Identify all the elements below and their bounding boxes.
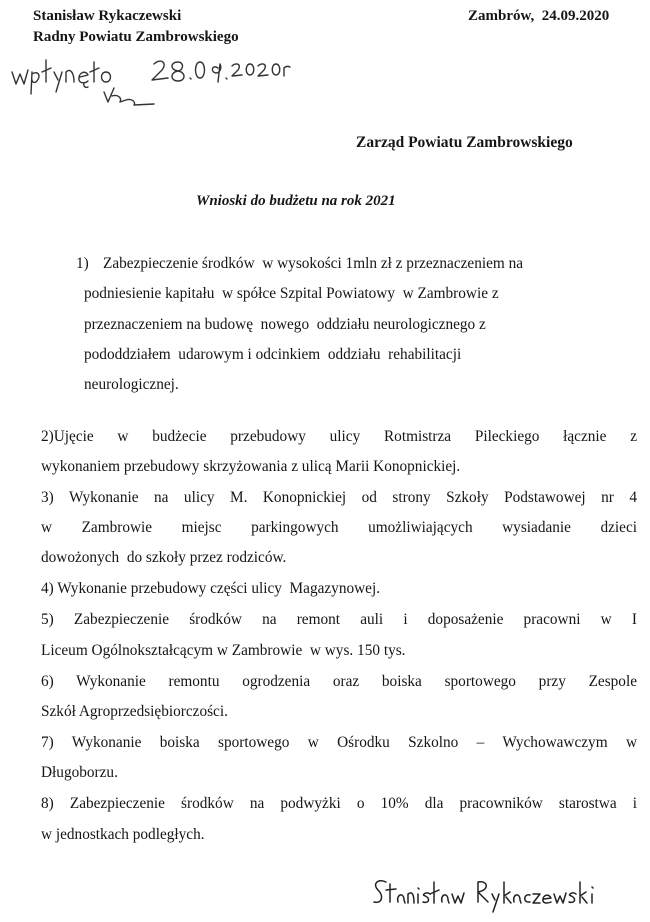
item-8-line-2: w jednostkach podległych. [41,826,205,843]
item-3-line-3: dowożonych do szkoły przez rodziców. [41,549,287,566]
sender-role: Radny Powiatu Zambrowskiego [33,29,239,45]
item-3-line-2: w Zambrowie miejsc parkingowych umożliwiających wysiadanie dzieci [41,519,637,536]
item-8-line-1: 8) Zabezpieczenie środków na podwyżki o 10% dla pracowników starostwa i [41,795,637,812]
item-2-line-1: 2)Ujęcie w budżecie przebudowy ulicy Rotmistrza Pileckiego łącznie z [41,428,637,445]
item-7-line-1: 7) Wykonanie boiska sportowego w Ośrodku Szkolno – Wychowawczym w [41,734,637,751]
sender-name: Stanisław Rykaczewski [33,8,182,24]
item-3-line-1: 3) Wykonanie na ulicy M. Konopnickiej od strony Szkoły Podstawowej nr 4 [41,489,637,506]
item-7-line-2: Długoborzu. [41,764,118,781]
document-title: Wnioski do budżetu na rok 2021 [196,193,396,209]
item-2-line-2: wykonaniem przebudowy skrzyżowania z ulicą Marii Konopnickiej. [41,458,461,475]
item-6-line-1: 6) Wykonanie remontu ogrodzenia oraz boiska sportowego przy Zespole [41,673,637,690]
item-1-line-1: Zabezpieczenie środków w wysokości 1mln zł z przeznaczeniem na [103,255,524,272]
item-1-line-5: neurologicznej. [84,376,179,393]
item-1-line-2: podniesienie kapitału w spółce Szpital Powiatowy w Zambrowie z [84,285,499,302]
item-5-line-2: Liceum Ogólnokształcącym w Zambrowie w wys. 150 tys. [41,642,406,659]
item-1-line-3: przeznaczeniem na budowę nowego oddziału neurologicznego z [84,316,486,333]
received-stamp-handwriting [4,50,294,110]
item-4-line-1: 4) Wykonanie przebudowy części ulicy Magazynowej. [41,580,381,597]
item-6-line-2: Szkół Agroprzedsiębiorczości. [41,703,228,720]
item-5-line-1: 5) Zabezpieczenie środków na remont auli i doposażenie pracowni w I [41,611,637,628]
place-date: Zambrów, 24.09.2020 [468,8,610,24]
signature-handwriting [368,872,608,922]
recipient: Zarząd Powiatu Zambrowskiego [356,134,573,151]
item-1-line-4: pododdziałem udarowym i odcinkiem oddziału rehabilitacji [84,346,462,363]
item-1-number: 1) [76,255,89,272]
